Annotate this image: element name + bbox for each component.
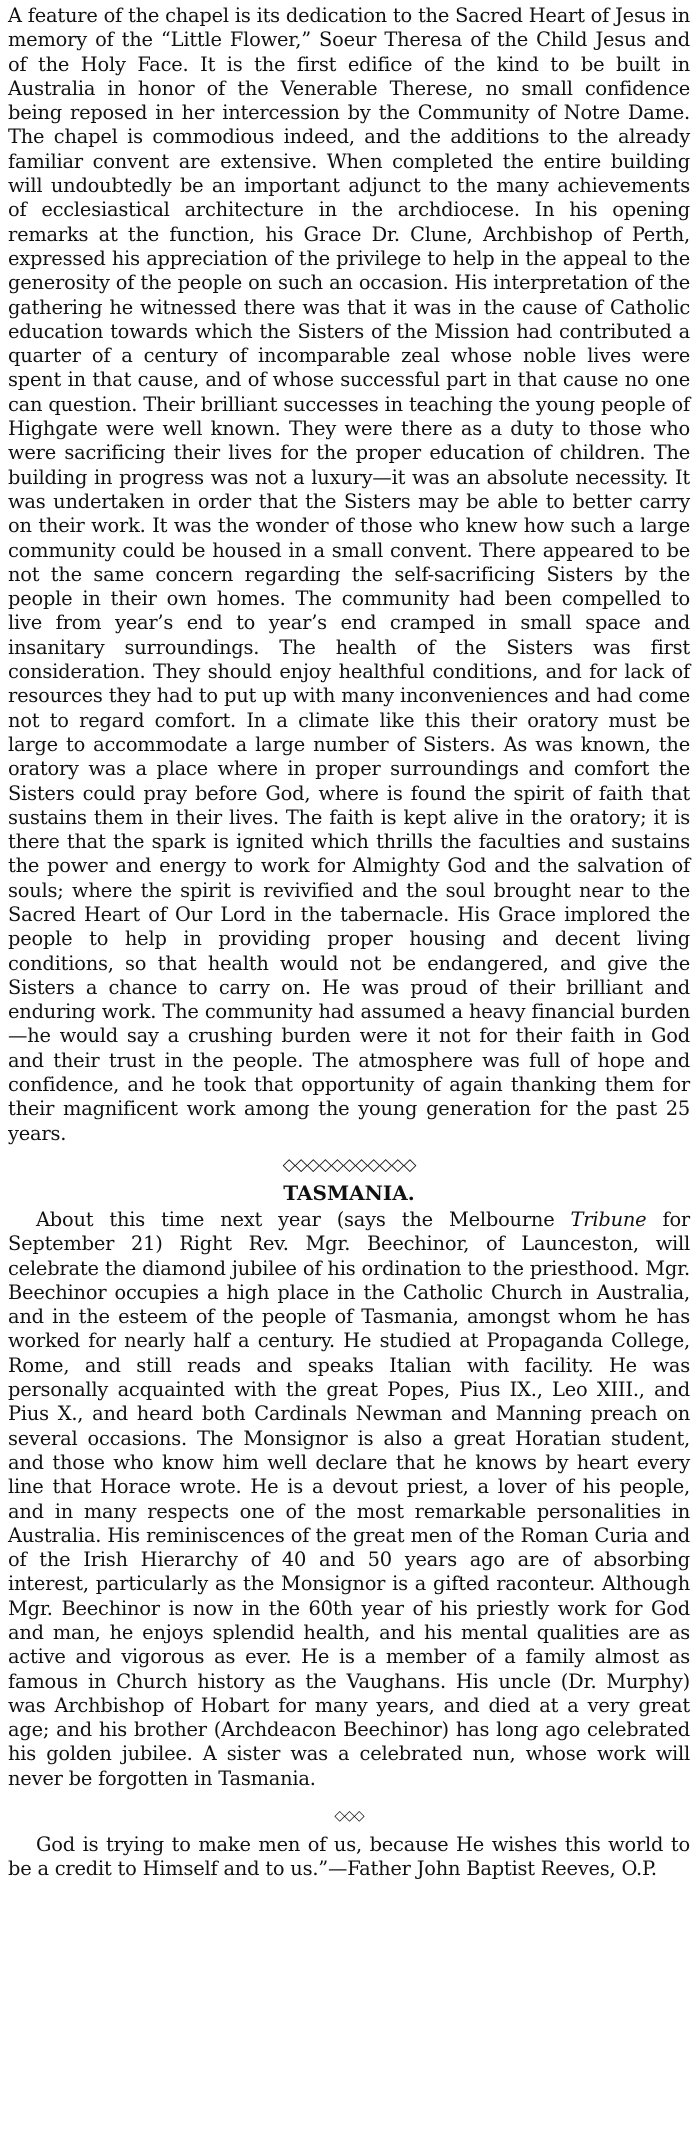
publication-name: Tribune: [570, 1207, 647, 1231]
tasmania-article-paragraph: [8, 1208, 690, 1791]
section-heading-tasmania: TASMANIA.: [283, 1180, 415, 1205]
tasmania-text-before: About this time next year (says the Melbourne: [36, 1207, 571, 1231]
chapel-article-paragraph: A feature of the chapel is its dedication to the Sacred Heart of Jesus in memory of the “Little Flower,” Soeur Theresa of the Child Jesus and of the Holy Face. It is the first edifice of the kind to be built in Australia in honor of the Venerable Therese, no small confidence being reposed in her intercession by the Community of Notre Dame. The chapel is commodious indeed, and the additions to the already familiar convent are extensive. When completed the entire building will undoubtedly be an important adjunct to the many achievements of ecclesiastical architecture in the archdiocese. In his opening remarks at the function, his Grace Dr. Clune, Archbishop of Perth, expressed his appreciation of the privilege to help in the appeal to the generosity of the people on such an occasion. His interpretation of the gathering he witnessed there was that it was in the cause of Catholic education towards which the Sisters of the Mission had contributed a quarter of a century of incomparable zeal whose noble lives were spent in that cause, and of whose successful part in that cause no one can question. Their brilliant successes in teaching the young people of Highgate were well known. They were there as a duty to those who were sacrificing their lives for the proper education of children. The building in progress was not a luxury—it was an absolute necessity. It was undertaken in order that the Sisters may be able to better carry on their work. It was the wonder of those who knew how such a large community could be housed in a small convent. There appeared to be not the same concern regarding the self-sacrificing Sisters by the people in their own homes. The community had been compelled to live from year’s end to year’s end cramped in small space and insanitary surroundings. The health of the Sisters was first consideration. They should enjoy healthful conditions, and for lack of resources they had to put up with many inconveniences and had come not to regard comfort. In a climate like this their oratory must be large to accommodate a large number of Sisters. As was known, the oratory was a place where in proper surroundings and comfort the Sisters could pray before God, where is found the spirit of faith that sustains them in their lives. The faith is kept alive in the oratory; it is there that the spark is ignited which thrills the faculties and sustains the power and energy to work for Almighty God and the salvation of souls; where the spirit is revivified and the soul brought near to the Sacred Heart of Our Lord in the tabernacle. His Grace implored the people to help in providing proper housing and decent living conditions, so that health would not be endangered, and give the Sisters a chance to carry on. He was proud of their brilliant and enduring work. The community had assumed a heavy financial burden—he would say a crushing burden were it not for their faith in God and their trust in the people. The atmosphere was full of hope and confidence, and he took that opportunity of again thanking them for their magnificent work among the young generation for the past 25 years.: [8, 4, 690, 1145]
tasmania-text-after: for September 21) Right Rev. Mgr. Beechinor, of Launceston, will celebrate the diamond jubilee of his ordination to the priesthood. Mgr. Beechinor occupies a high place in the Catholic Church in Australia, and in the esteem of the people of Tasmania, amongst whom he has worked for nearly half a century. He studied at Propaganda College, Rome, and still reads and speaks Italian with facility. He was personally acquainted with the great Popes, Pius IX., Leo XIII., and Pius X., and heard both Cardinals Newman and Manning preach on several occasions. The Monsignor is also a great Horatian student, and those who know him well declare that he knows by heart every line that Horace wrote. He is a devout priest, a lover of his people, and in many respects one of the most remarkable personalities in Australia. His reminiscences of the great men of the Roman Curia and of the Irish Hierarchy of 40 and 50 years ago are of absorbing interest, particularly as the Monsignor is a gifted raconteur. Although Mgr. Beechinor is now in the 60th year of his priestly work for God and man, he enjoys splendid health, and his mental qualities are as active and vigorous as ever. He is a member of a family almost as famous in Church history as the Vaughans. His uncle (Dr. Murphy) was Archbishop of Hobart for many years, and died at a very great age; and his brother (Archdeacon Beechinor) has long ago celebrated his golden jubilee. A sister was a celebrated nun, whose work will never be forgotten in Tasmania.: [8, 1207, 690, 1790]
ornamental-divider: ◇◇◇◇◇◇◇◇◇◇◇: [282, 1154, 416, 1175]
closing-quote: God is trying to make men of us, because He wishes this world to be a credit to Himself and to us.”—Father John Baptist Reeves, O.P.: [8, 1833, 690, 1881]
small-ornamental-divider: ◇◇◇: [334, 1808, 364, 1825]
